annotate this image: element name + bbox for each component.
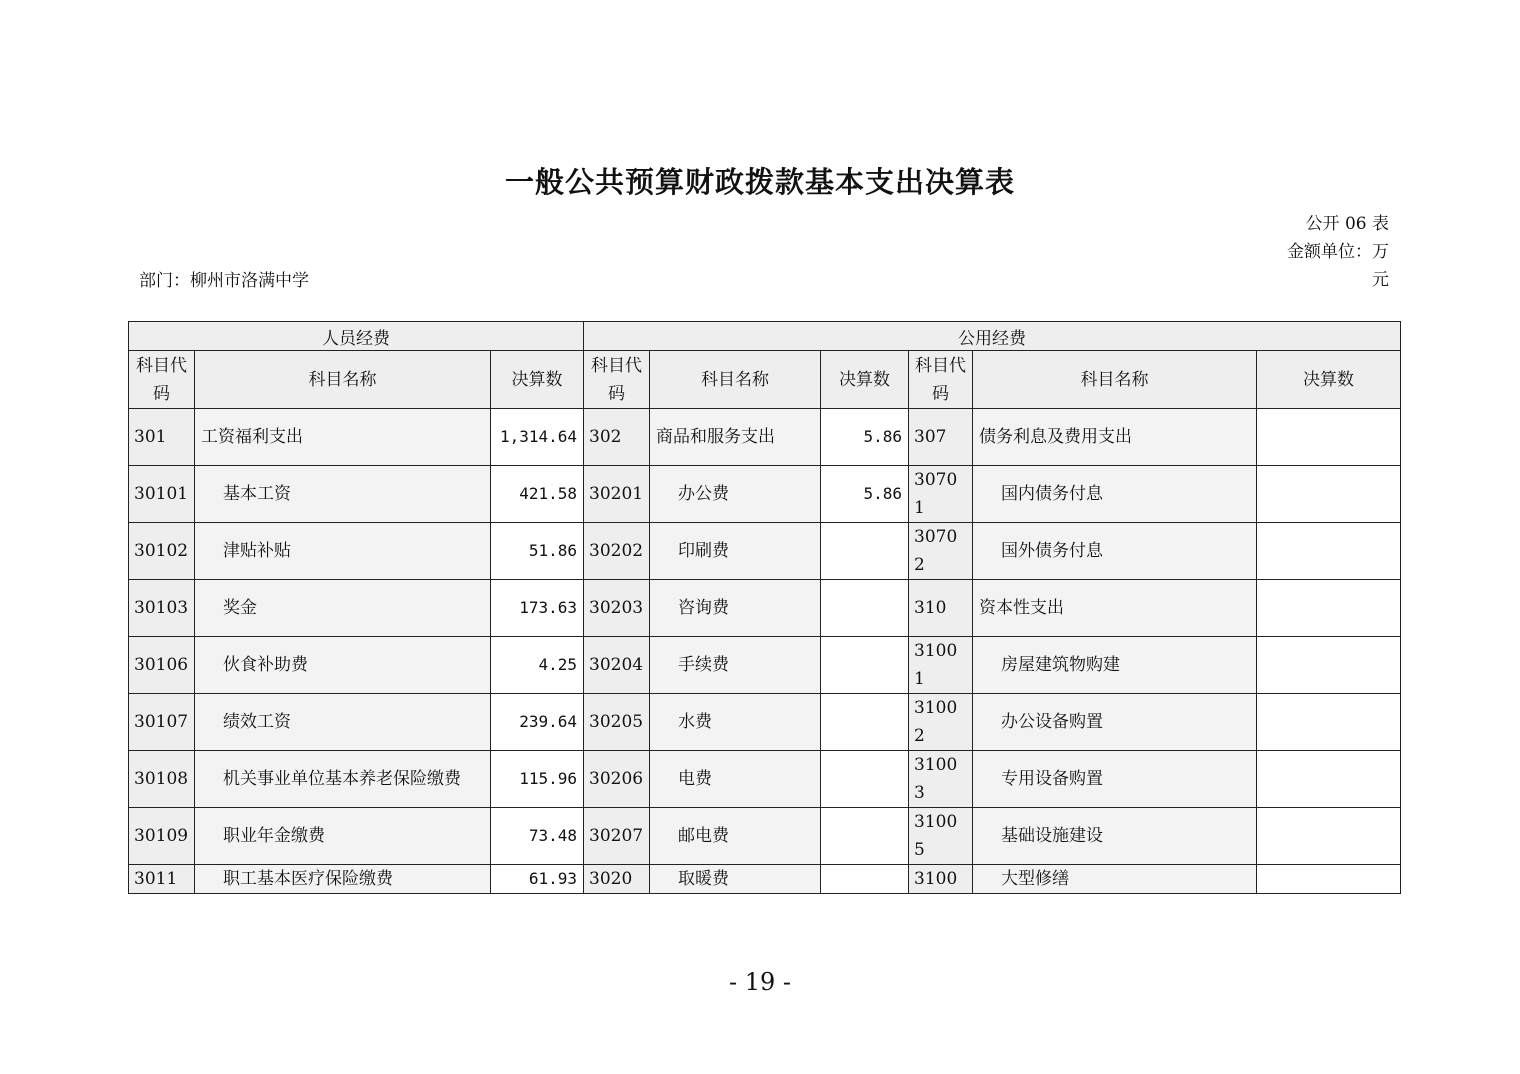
cell-code: 30203 [584,580,650,637]
cell-code: 30109 [129,808,195,865]
cell-amount [1257,865,1401,894]
table-row [129,409,1401,466]
expenditure-table [128,321,1401,894]
cell-code: 3011 [129,865,195,894]
cell-amount: 1,314.64 [491,409,584,466]
group-header-personnel: 人员经费 [129,322,584,351]
cell-code: 30206 [584,751,650,808]
unit-label-line1: 金额单位：万 [1287,242,1389,262]
cell-code: 31005 [909,808,973,865]
cell-code: 30205 [584,694,650,751]
cell-amount [1257,409,1401,466]
cell-code: 302 [584,409,650,466]
cell-name: 资本性支出 [973,580,1257,637]
cell-code: 31002 [909,694,973,751]
table-row [129,751,1401,808]
cell-code: 3020 [584,865,650,894]
cell-name: 职工基本医疗保险缴费 [195,865,491,894]
cell-name: 水费 [650,694,821,751]
cell-code: 30202 [584,523,650,580]
table-row [129,694,1401,751]
cell-name: 国内债务付息 [973,466,1257,523]
cell-amount [821,808,909,865]
cell-code: 301 [129,409,195,466]
cell-name: 取暖费 [650,865,821,894]
column-header-amount: 决算数 [491,351,584,409]
cell-amount: 51.86 [491,523,584,580]
cell-name: 基础设施建设 [973,808,1257,865]
column-header-code: 科目代码 [584,351,650,409]
column-header-amount: 决算数 [1257,351,1401,409]
cell-name: 印刷费 [650,523,821,580]
cell-code: 30702 [909,523,973,580]
cell-name: 房屋建筑物购建 [973,637,1257,694]
cell-amount: 73.48 [491,808,584,865]
cell-amount: 239.64 [491,694,584,751]
cell-name: 债务利息及费用支出 [973,409,1257,466]
cell-code: 30204 [584,637,650,694]
cell-amount [821,694,909,751]
cell-amount [821,523,909,580]
cell-name: 办公设备购置 [973,694,1257,751]
cell-amount: 4.25 [491,637,584,694]
cell-amount: 115.96 [491,751,584,808]
cell-code: 30102 [129,523,195,580]
cell-code: 30701 [909,466,973,523]
cell-name: 大型修缮 [973,865,1257,894]
column-header-name: 科目名称 [195,351,491,409]
department-label: 部门：柳州市洛满中学 [139,271,309,291]
cell-name: 专用设备购置 [973,751,1257,808]
cell-name: 职业年金缴费 [195,808,491,865]
cell-amount [1257,466,1401,523]
table-row [129,808,1401,865]
cell-code: 30106 [129,637,195,694]
table-row [129,466,1401,523]
cell-amount: 173.63 [491,580,584,637]
cell-code: 31001 [909,637,973,694]
page-number: - 19 - [728,968,791,996]
group-header-public: 公用经费 [584,322,1401,351]
cell-code: 30201 [584,466,650,523]
cell-amount: 61.93 [491,865,584,894]
table-row [129,865,1401,894]
cell-code: 30103 [129,580,195,637]
cell-name: 咨询费 [650,580,821,637]
cell-name: 绩效工资 [195,694,491,751]
column-header-amount: 决算数 [821,351,909,409]
cell-code: 30207 [584,808,650,865]
cell-amount [1257,580,1401,637]
cell-amount [821,865,909,894]
cell-name: 津贴补贴 [195,523,491,580]
cell-name: 伙食补助费 [195,637,491,694]
unit-label-line2: 元 [1372,270,1389,290]
cell-amount: 5.86 [821,466,909,523]
table-number: 公开 06 表 [1305,214,1389,234]
cell-amount [821,637,909,694]
cell-name: 电费 [650,751,821,808]
cell-name: 机关事业单位基本养老保险缴费 [195,751,491,808]
cell-name: 工资福利支出 [195,409,491,466]
cell-amount [1257,694,1401,751]
column-header-code: 科目代码 [909,351,973,409]
cell-code: 3100 [909,865,973,894]
table-row [129,523,1401,580]
table-meta [1249,210,1389,294]
column-header-name: 科目名称 [650,351,821,409]
table-row [129,580,1401,637]
cell-amount [1257,751,1401,808]
cell-amount [821,580,909,637]
column-header-name: 科目名称 [973,351,1257,409]
cell-code: 30107 [129,694,195,751]
cell-code: 30108 [129,751,195,808]
cell-name: 国外债务付息 [973,523,1257,580]
cell-amount: 421.58 [491,466,584,523]
cell-code: 310 [909,580,973,637]
cell-name: 邮电费 [650,808,821,865]
cell-code: 30101 [129,466,195,523]
table-row [129,637,1401,694]
cell-code: 31003 [909,751,973,808]
column-header-code: 科目代码 [129,351,195,409]
cell-amount [1257,523,1401,580]
cell-name: 办公费 [650,466,821,523]
page-title: 一般公共预算财政拨款基本支出决算表 [504,165,1015,199]
cell-amount [1257,808,1401,865]
cell-amount [1257,637,1401,694]
cell-code: 307 [909,409,973,466]
cell-name: 奖金 [195,580,491,637]
cell-amount: 5.86 [821,409,909,466]
cell-name: 商品和服务支出 [650,409,821,466]
cell-name: 手续费 [650,637,821,694]
cell-name: 基本工资 [195,466,491,523]
cell-amount [821,751,909,808]
